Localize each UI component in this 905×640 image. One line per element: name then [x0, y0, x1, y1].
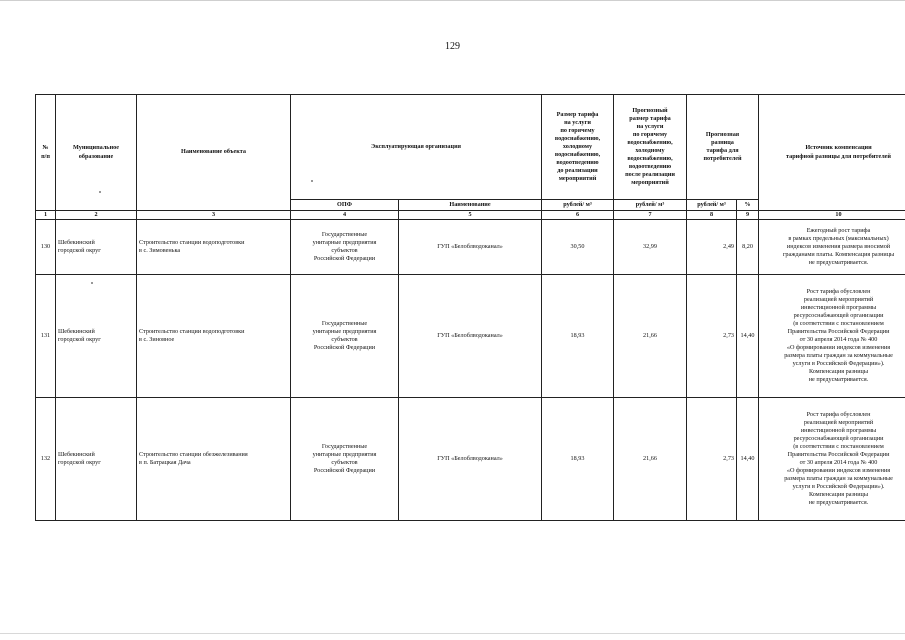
scan-edge-bottom — [0, 633, 905, 634]
row-tariff: 30,50 — [542, 220, 614, 275]
subheader-name: Наименование — [399, 200, 542, 211]
tariff-table — [35, 94, 905, 521]
row-municipality: Шебекинский городской округ — [56, 220, 137, 275]
column-number: 5 — [399, 211, 542, 220]
page-number: 129 — [445, 41, 460, 52]
row-percent: 8,20 — [737, 220, 759, 275]
subheader-unit-forecast: рублей/ м³ — [614, 200, 687, 211]
row-diff: 2,49 — [687, 220, 737, 275]
row-operator-name: ГУП «Белоблводоканал» — [399, 398, 542, 521]
column-number: 4 — [291, 211, 399, 220]
row-forecast: 21,66 — [614, 398, 687, 521]
subheader-unit-tariff: рублей/ м³ — [542, 200, 614, 211]
row-percent: 14,40 — [737, 398, 759, 521]
column-number: 10 — [759, 211, 905, 220]
scan-edge-top — [0, 0, 905, 1]
row-object: Строительство станции водоподготовки в с. Зиновное — [137, 275, 291, 398]
row-forecast: 32,99 — [614, 220, 687, 275]
row-num: 132 — [36, 398, 56, 521]
column-number: 8 — [687, 211, 737, 220]
column-number-row — [36, 211, 905, 220]
row-opf: Государственные унитарные предприятия субъектов Российской Федерации — [291, 220, 399, 275]
column-number: 9 — [737, 211, 759, 220]
header-compensation: Источник компенсации тарифной разницы для потребителей — [759, 95, 905, 211]
row-num: 131 — [36, 275, 56, 398]
row-operator-name: ГУП «Белоблводоканал» — [399, 275, 542, 398]
row-object: Строительство станции обезжелезивания в п. Батрацкая Дача — [137, 398, 291, 521]
subheader-percent: % — [737, 200, 759, 211]
row-opf: Государственные унитарные предприятия субъектов Российской Федерации — [291, 398, 399, 521]
row-compensation: Рост тарифа обусловлен реализацией мероприятий инвестиционной программы ресурсоснабжающей организации (в соответствии с постановлением Правительства Российской Федерации от 30 апреля 2014 года № 400 «О формировании индексов изменения размера платы граждан за коммунальные услуги в Российской Федерации»). Компенсация разницы не предусматривается. — [759, 398, 905, 521]
scan-speck — [311, 180, 313, 182]
column-number: 2 — [56, 211, 137, 220]
row-percent: 14,40 — [737, 275, 759, 398]
column-number: 1 — [36, 211, 56, 220]
row-operator-name: ГУП «Белоблводоканал» — [399, 220, 542, 275]
header-municipality: Муниципальное образование — [56, 95, 137, 211]
scan-speck — [91, 282, 93, 284]
row-num: 130 — [36, 220, 56, 275]
header-forecast-tariff: Прогнозный размер тарифа на услуги по горячему водоснабжению, холодному водоснабжению, водоотведению после реализации мероприятий — [614, 95, 687, 200]
header-object: Наименование объекта — [137, 95, 291, 211]
row-municipality: Шебекинский городской округ — [56, 275, 137, 398]
header-forecast-diff: Прогнозная разница тарифа для потребителей — [687, 95, 759, 200]
row-tariff: 18,93 — [542, 398, 614, 521]
column-number: 3 — [137, 211, 291, 220]
subheader-opf: ОПФ — [291, 200, 399, 211]
row-opf: Государственные унитарные предприятия субъектов Российской Федерации — [291, 275, 399, 398]
row-municipality: Шебекинский городской округ — [56, 398, 137, 521]
column-number: 6 — [542, 211, 614, 220]
header-num: № п/п — [36, 95, 56, 211]
table-row — [36, 220, 905, 275]
row-diff: 2,73 — [687, 398, 737, 521]
row-tariff: 18,93 — [542, 275, 614, 398]
scan-speck — [99, 191, 101, 193]
row-object: Строительство станции водоподготовки в с. Зимовенька — [137, 220, 291, 275]
row-forecast: 21,66 — [614, 275, 687, 398]
row-compensation: Ежегодный рост тарифа в рамках предельных (максимальных) индексов изменения размера вносимой гражданами платы. Компенсация разницы не предусматривается. — [759, 220, 905, 275]
row-diff: 2,73 — [687, 275, 737, 398]
row-compensation: Рост тарифа обусловлен реализацией мероприятий инвестиционной программы ресурсоснабжающей организации (в соответствии с постановлением Правительства Российской Федерации от 30 апреля 2014 года № 400 «О формировании индексов изменения размера платы граждан за коммунальные услуги в Российской Федерации»). Компенсация разницы не предусматривается. — [759, 275, 905, 398]
table-row — [36, 398, 905, 521]
subheader-unit-diff: рублей/ м³ — [687, 200, 737, 211]
header-operator: Эксплуатирующая организация — [291, 95, 542, 200]
table-row — [36, 275, 905, 398]
column-number: 7 — [614, 211, 687, 220]
header-tariff: Размер тарифа на услуги по горячему водоснабжению, холодному водоснабжению, водоотведению до реализации мероприятий — [542, 95, 614, 200]
header-row — [36, 95, 905, 200]
